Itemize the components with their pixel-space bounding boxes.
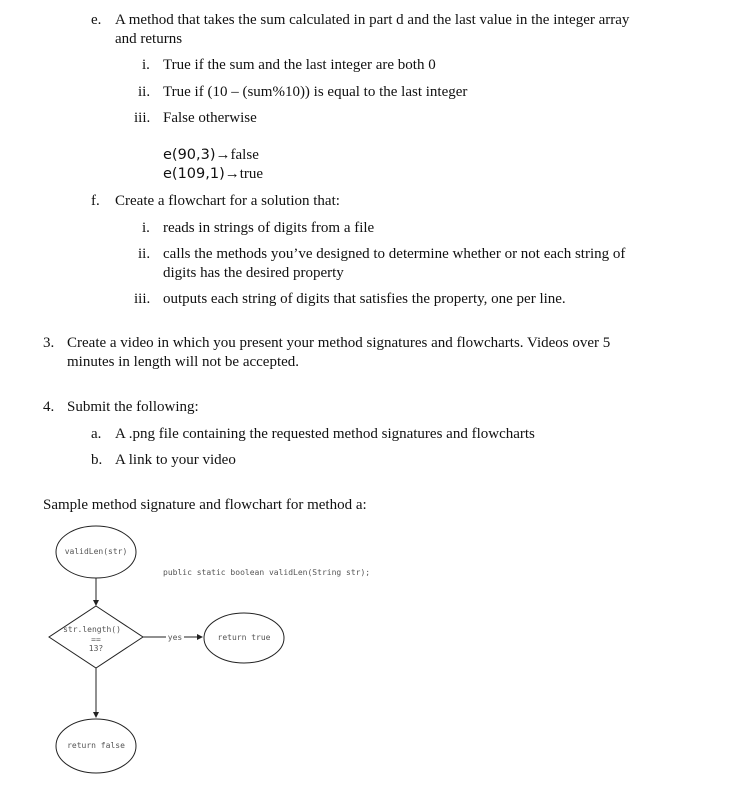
part-e-item-2-text: True if (10 – (sum%10)) is equal to the last integer: [163, 84, 468, 100]
return-true-label: return true: [217, 633, 271, 642]
sample-heading: Sample method signature and flowchart for method a:: [43, 497, 367, 513]
item-4-marker: 4.: [43, 399, 55, 415]
part-f-marker: f.: [91, 193, 100, 209]
part-f-item-2-line1: calls the methods you’ve designed to determine whether or not each string of: [163, 246, 626, 262]
part-e-item-3-marker: iii.: [134, 110, 151, 126]
item-4-b-text: A link to your video: [115, 452, 236, 468]
item-3-line2: minutes in length will not be accepted.: [67, 354, 300, 370]
start-label: validLen(str): [64, 547, 128, 556]
part-f-item-1-marker: i.: [142, 220, 150, 236]
example-2-call: e(109,1): [163, 166, 225, 182]
item-4-b-marker: b.: [91, 452, 103, 468]
part-e-item-1-marker: i.: [142, 57, 150, 73]
method-signature: public static boolean validLen(String str);: [163, 568, 371, 577]
return-false-label: return false: [67, 741, 125, 750]
example-1-result: false: [230, 147, 259, 163]
item-3-marker: 3.: [43, 335, 55, 351]
part-f-text: Create a flowchart for a solution that:: [115, 193, 340, 209]
part-f-item-3-text: outputs each string of digits that satisfies the property, one per line.: [163, 291, 566, 307]
item-4-a-text: A .png file containing the requested method signatures and flowcharts: [115, 426, 535, 442]
part-e-item-3-text: False otherwise: [163, 110, 257, 126]
item-4-text: Submit the following:: [67, 399, 199, 415]
part-e-marker: e.: [91, 12, 102, 28]
decision-line-1: str.length(): [63, 625, 121, 634]
decision-line-2: ==: [91, 635, 101, 644]
part-f-item-1-text: reads in strings of digits from a file: [163, 220, 375, 236]
arrow-icon: →: [215, 147, 231, 163]
item-3-line1: Create a video in which you present your method signatures and flowcharts. Videos over 5: [67, 335, 611, 351]
part-f-item-2-line2: digits has the desired property: [163, 265, 344, 281]
part-e-line1: A method that takes the sum calculated in part d and the last value in the integer array: [115, 12, 630, 28]
part-f-item-2-marker: ii.: [138, 246, 151, 262]
part-f-item-3-marker: iii.: [134, 291, 151, 307]
example-1-call: e(90,3): [163, 147, 216, 163]
arrow-icon: →: [224, 166, 240, 182]
yes-label: yes: [167, 633, 183, 642]
decision-line-3: 13?: [88, 644, 104, 653]
part-e-item-1-text: True if the sum and the last integer are both 0: [163, 57, 436, 73]
part-e-line2: and returns: [115, 31, 183, 47]
example-2-result: true: [239, 166, 264, 182]
item-4-a-marker: a.: [91, 426, 102, 442]
part-e-item-2-marker: ii.: [138, 84, 151, 100]
